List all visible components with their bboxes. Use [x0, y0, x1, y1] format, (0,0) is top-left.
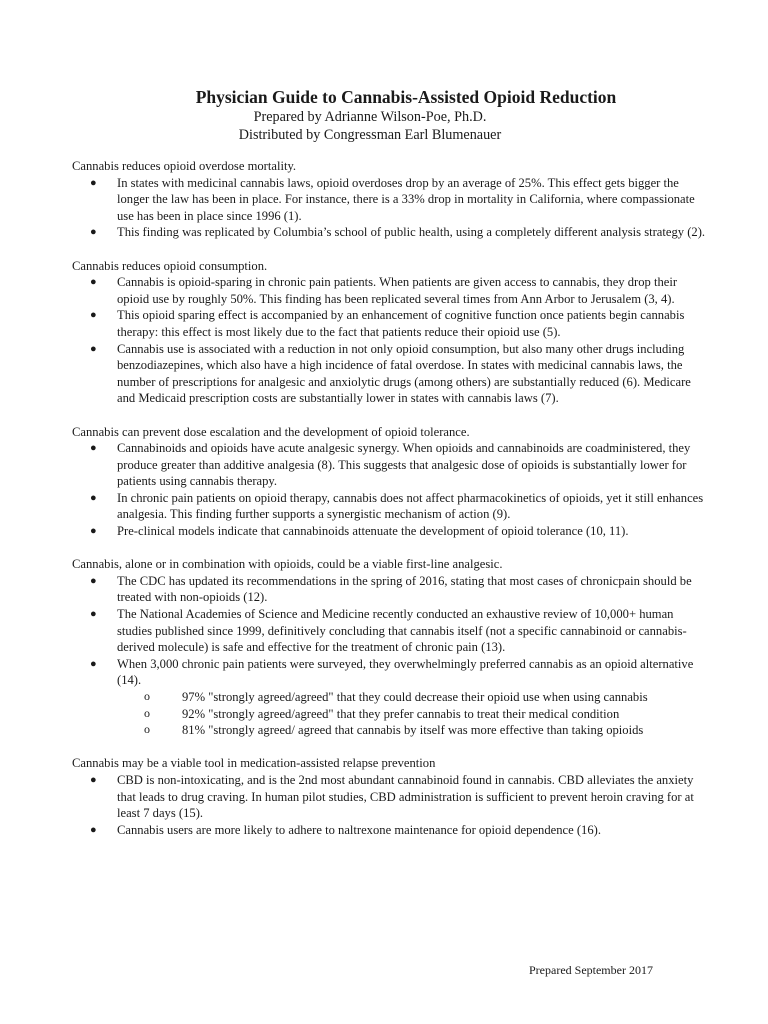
list-item [72, 523, 706, 540]
bullet-list [72, 274, 706, 407]
sub-bullet-list [117, 689, 706, 739]
bullet-icon: ● [90, 657, 97, 670]
list-item [72, 274, 706, 307]
list-item [72, 341, 706, 407]
list-item-text: Pre-clinical models indicate that cannabinoids attenuate the development of opioid tolerance (10, 11). [117, 524, 629, 539]
bullet-list [72, 440, 706, 540]
list-item [72, 606, 706, 656]
bullet-list [72, 175, 706, 241]
bullet-icon: ● [90, 608, 97, 621]
author-line: Prepared by Adrianne Wilson-Poe, Ph.D. [253, 109, 487, 125]
bullet-icon: ● [90, 491, 97, 504]
hollow-circle-icon: o [144, 722, 150, 737]
list-item [72, 175, 706, 225]
section-opioid-consumption [72, 258, 706, 407]
bullet-list [72, 772, 706, 838]
section-overdose-mortality [72, 158, 706, 241]
bullet-icon: ● [90, 574, 97, 587]
prepared-date: Prepared September 2017 [529, 963, 653, 977]
section-heading: Cannabis reduces opioid overdose mortality. [72, 159, 297, 173]
sub-list-item [117, 722, 706, 739]
list-item-text: Cannabis is opioid-sparing in chronic pain patients. When patients are given access to cannabis, they drop their opioid use by roughly 50%. This finding has been replicated several times from Ann Arbor to Jerusalem (3, 4). [117, 275, 678, 306]
bullet-icon: ● [90, 309, 97, 322]
list-item [72, 772, 706, 822]
bullet-icon: ● [90, 226, 97, 239]
list-item-text: The CDC has updated its recommendations in the spring of 2016, stating that most cases of chronicpain should be treated with non-opioids (12). [117, 573, 692, 605]
section-dose-escalation [72, 424, 706, 540]
sub-list-item [117, 689, 706, 706]
sub-list-item-text: 92% "strongly agreed/agreed" that they prefer cannabis to treat their medical condition [182, 706, 620, 721]
bullet-icon: ● [90, 276, 97, 289]
bullet-list [72, 573, 706, 739]
list-item-text: This finding was replicated by Columbia’s school of public health, using a completely different analysis strategy (2). [117, 225, 706, 240]
sub-list-item-text: 97% "strongly agreed/agreed" that they could decrease their opioid use when using cannabis [182, 690, 648, 704]
list-item-text: CBD is non-intoxicating, and is the 2nd most abundant cannabinoid found in cannabis. CBD alleviates the anxiety that leads to drug craving. In human pilot studies, CBD administration is sufficient to prevent heroin craving for at least 7 days (15). [117, 772, 694, 821]
bullet-icon: ● [90, 773, 97, 786]
document-title: Physician Guide to Cannabis-Assisted Opioid Reduction [195, 87, 617, 107]
sub-list-item-text: 81% "strongly agreed/ agreed that cannabis by itself was more effective than taking opioids [182, 723, 644, 738]
list-item-text: In chronic pain patients on opioid therapy, cannabis does not affect pharmacokinetics of opioids, yet it still enhances analgesia. This finding further supports a synergistic mechanism of action (9). [117, 490, 704, 522]
list-item [72, 440, 706, 490]
list-item [72, 656, 706, 739]
list-item-text: This opioid sparing effect is accompanied by an enhancement of cognitive function once patients begin cannabis therapy: this effect is most likely due to the fact that patients reduce their opioid use (5). [117, 308, 685, 339]
list-item-text: The National Academies of Science and Medicine recently conducted an exhaustive review of 10,000+ human studies published since 1999, definitively concluding that cannabis itself (not a specific cannabinoid or cannabis-derived molecule) is safe and effective for the treatment of chronic pain (13). [117, 607, 687, 655]
list-item-text: Cannabis use is associated with a reduction in not only opioid consumption, but also many other drugs including benzodiazepines, which also have a high incidence of fatal overdose. In states with medicinal cannabis laws, the number of prescriptions for analgesic and anxiolytic drugs (among others) are substantially reduced (6). Medicare and Medicaid prescription costs are substantially lower in states with cannabis laws (7). [117, 341, 691, 406]
bullet-icon: ● [90, 525, 97, 538]
hollow-circle-icon: o [144, 689, 150, 703]
bullet-icon: ● [90, 823, 97, 836]
list-item [72, 307, 706, 340]
section-relapse-prevention [72, 755, 706, 838]
section-heading: Cannabis reduces opioid consumption. [72, 258, 268, 273]
document-body [72, 158, 706, 855]
hollow-circle-icon: o [144, 705, 150, 720]
list-item [72, 490, 706, 523]
list-item [72, 822, 706, 839]
list-item-text: Cannabinoids and opioids have acute analgesic synergy. When opioids and cannabinoids are coadministered, they produce greater than additive analgesia (8). This suggests that analgesic dose of opioids is substantially lower for patients using cannabis therapy. [117, 441, 691, 489]
list-item-text: Cannabis users are more likely to adhere to naltrexone maintenance for opioid dependence (16). [117, 822, 601, 837]
section-heading: Cannabis, alone or in combination with opioids, could be a viable first-line analgesic. [72, 557, 503, 572]
list-item-text: In states with medicinal cannabis laws, opioid overdoses drop by an average of 25%. This effect gets bigger the longer the law has been in place. For instance, there is a 33% drop in mortality in California, where compassionate use has been in place since 1996 (1). [117, 175, 695, 223]
list-item [72, 573, 706, 606]
bullet-icon: ● [90, 442, 97, 455]
section-heading: Cannabis may be a viable tool in medication-assisted relapse prevention [72, 756, 436, 771]
section-first-line-analgesic [72, 556, 706, 739]
section-heading: Cannabis can prevent dose escalation and the development of opioid tolerance. [72, 424, 470, 439]
bullet-icon: ● [90, 176, 97, 189]
sub-list-item [117, 706, 706, 723]
bullet-icon: ● [90, 342, 97, 355]
list-item [72, 224, 706, 241]
distribution-line: Distributed by Congressman Earl Blumenauer [238, 127, 502, 143]
list-item-text: When 3,000 chronic pain patients were surveyed, they overwhelmingly preferred cannabis as an opioid alternative (14). [117, 656, 694, 688]
